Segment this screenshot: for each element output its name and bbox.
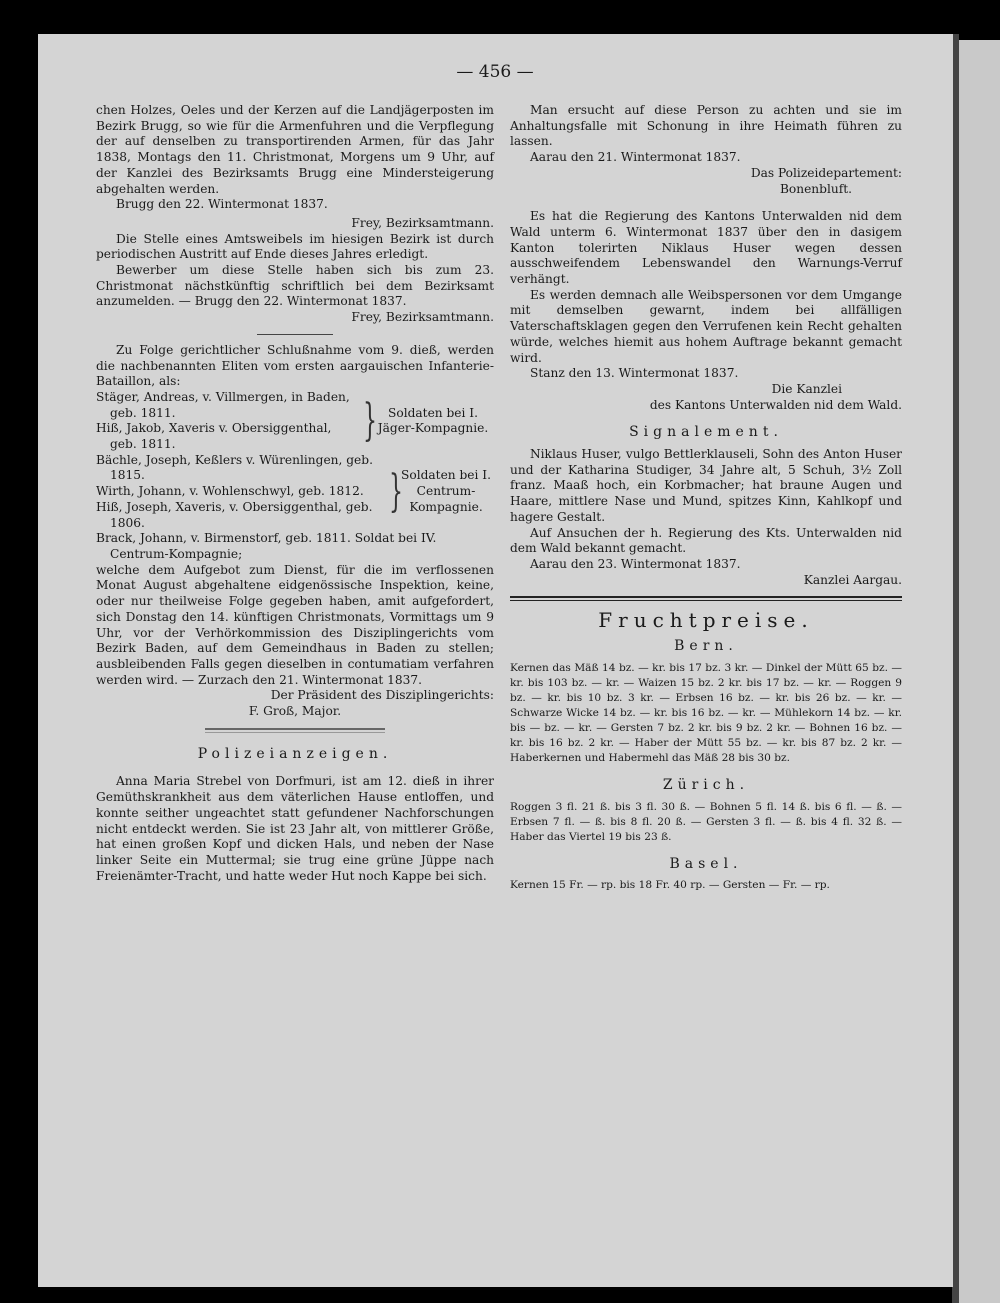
notice-brugg-text: chen Holzes, Oeles und der Kerzen auf die Landjägerposten im Bezirk Brugg, so wie für die Armenfuhren und die Verpflegung der auf denselben zu transportirenden Armen, für das Jahr 1838, Montags den 11. Christmonat, Morgens um 9 Uhr, auf der Kanzlei des Bezirksamts Brugg eine Mindersteigerung abgehalten werden.: [96, 103, 494, 196]
soldier-entry: Hiß, Jakob, Xaveris v. Obersiggenthal, geb. 1811.: [96, 421, 332, 452]
soldier-entry: Hiß, Joseph, Xaveris, v. Obersiggenthal, geb. 1806.: [96, 499, 373, 530]
court-signature-name: F. Groß, Major.: [248, 704, 342, 719]
chancery-name: des Kantons Unterwalden nid dem Wald.: [649, 397, 902, 412]
warning-notice: Es werden demnach alle Weibspersonen vor dem Umgange mit demselben gewarnt, indem bei allfälligen Vaterschaftsklagen gegen den Verrufenen kein Recht gehalten würde, welches hiemit aus hohem Auftrage bekannt gemacht wird.: [510, 287, 902, 365]
signalement-text: Niklaus Huser, vulgo Bettlerklauseli, Sohn des Anton Huser und der Katharina Studiger, 34 Jahre alt, 5 Schuh, 3½ Zoll franz. Maaß hoch, ein Korbmacher; hat braune Augen und Haare, mittlere Nase und Mund, spitzes Kinn, Kahlkopf und hagere Gestalt.: [510, 447, 902, 524]
warning-decree: Es hat die Regierung des Kantons Unterwalden nid dem Wald unterm 6. Wintermonat 1837 über den in dasigem Kanton tolerirten Niklaus Huser wegen dessen ausschweifendem Lebenswandel den Warnungs-Verruf verhängt.: [510, 209, 902, 287]
prices-heading: Fruchtpreise.: [598, 608, 814, 633]
police-heading: Polizeianzeigen.: [197, 745, 393, 762]
amtsweibel-text: Die Stelle eines Amtsweibels im hiesigen Bezirk ist durch periodischen Austritt auf Ende dieses Jahres erledigt.: [96, 231, 494, 262]
court-decision-intro: Zu Folge gerichtlicher Schlußnahme vom 9. dieß, werden die nachbenannten Eliten vom ersten aargauischen Infanterie-Bataillon, als:: [96, 342, 494, 389]
notice-brugg-signature: Frey, Bezirksamtmann.: [351, 215, 494, 230]
right-column: [510, 103, 902, 893]
warning-date: Stanz den 13. Wintermonat 1837.: [530, 366, 739, 381]
bern-prices: Kernen das Mäß 14 bz. — kr. bis 17 bz. 3 kr. — Dinkel der Mütt 65 bz. — kr. bis 103 bz. — kr. — Waizen 15 bz. 2 kr. bis 17 bz. — kr. — Roggen 9 bz. — kr. bis 10 bz. 3 kr. — Erbsen 16 bz. — kr. bis 26 bz. — kr. — Schwarze Wicke 14 bz. — kr. bis 16 bz. — kr. — Mühlekorn 14 bz. — kr. bis — bz. — kr. — Gersten 7 bz. 2 kr. bis 9 bz. 2 kr. — Bohnen 16 bz. — kr. bis 16 bz. 2 kr. — Haber der Mütt 55 bz. — kr. bis 87 bz. 2 kr. — Haberkernen und Habermehl das Mäß 28 bis 30 bz.: [510, 661, 902, 764]
amtsweibel-applicants: Bewerber um diese Stelle haben sich bis zum 23. Christmonat nächstkünftig schriftlich bei dem Bezirksamt anzumelden. — Brugg den 22. Wintermonat 1837.: [96, 263, 494, 309]
police-dept-title: Das Polizeidepartement:: [750, 165, 902, 180]
soldier-group-centrum: [96, 453, 494, 532]
zurich-prices: Roggen 3 fl. 21 ß. bis 3 fl. 30 ß. — Bohnen 5 fl. 14 ß. bis 6 fl. — ß. — Erbsen 7 fl. — ß. bis 8 fl. 20 ß. — Gersten 3 fl. — ß. bis 4 fl. 32 ß. — Haber das Viertel 19 bis 23 ß.: [510, 800, 902, 843]
left-column: [96, 103, 494, 884]
request-date: Aarau den 21. Wintermonat 1837.: [530, 150, 741, 165]
publication-date: Aarau den 23. Wintermonat 1837.: [530, 556, 741, 571]
divider: [257, 334, 333, 335]
soldier-group-jaeger: [96, 390, 494, 453]
section-divider: [510, 596, 902, 601]
page-number: — 456 —: [456, 62, 534, 82]
brace-icon: }: [389, 466, 403, 518]
publication-signature: Kanzlei Aargau.: [803, 572, 902, 587]
soldier-group-label: Soldaten bei I. Jäger-Kompagnie.: [377, 405, 489, 436]
amtsweibel-signature: Frey, Bezirksamtmann.: [351, 310, 494, 325]
police-dept-name: Bonenbluft.: [779, 181, 852, 196]
decorative-divider: [205, 728, 385, 733]
basel-heading: Basel.: [669, 855, 743, 872]
basel-prices: Kernen 15 Fr. — rp. bis 18 Fr. 40 rp. — Gersten — Fr. — rp.: [510, 879, 830, 892]
missing-person-notice: Anna Maria Strebel von Dorfmuri, ist am 12. dieß in ihrer Gemüthskrankheit aus dem väterlichen Hause entloffen, und konnte seither ungeachtet statt gefundener Nachforschungen nicht entdeckt werden. Sie ist 23 Jahr alt, von mittlerer Größe, hat einen großen Kopf und dicken Hals, und neben der Nase linker Seite ein Muttermal; sie trug eine grüne Jüppe nach Freienämter-Tracht, und hatte weder Hut noch Kappe bei sich.: [96, 774, 494, 883]
page-gutter: [952, 34, 959, 1303]
soldier-entry: Stäger, Andreas, v. Villmergen, in Baden, geb. 1811.: [96, 389, 350, 420]
zurich-heading: Zürich.: [662, 776, 750, 793]
soldier-entry-brack: Brack, Johann, v. Birmenstorf, geb. 1811. Soldat bei IV. Centrum-Kompagnie;: [96, 531, 437, 561]
notice-brugg-date: Brugg den 22. Wintermonat 1837.: [116, 197, 328, 212]
brace-icon: }: [363, 395, 377, 447]
soldier-entry: Bächle, Joseph, Keßlers v. Würenlingen, geb. 1815.: [96, 452, 373, 483]
soldier-group-label: Soldaten bei I. Centrum-Kompagnie.: [401, 468, 491, 514]
soldier-entry: Wirth, Johann, v. Wohlenschwyl, geb. 1812.: [96, 484, 364, 499]
chancery-title: Die Kanzlei: [771, 381, 842, 396]
publication-note: Auf Ansuchen der h. Regierung des Kts. Unterwalden nid dem Wald bekannt gemacht.: [510, 525, 902, 556]
court-signature-title: Der Präsident des Disziplingerichts:: [270, 688, 494, 703]
court-summons-text: welche dem Aufgebot zum Dienst, für die im verflossenen Monat August abgehaltene eidgenössische Inspektion, keine, oder nur theilweise Folge gegeben haben, amit aufgefordert, sich Donstag den 14. künftigen Christmonats, Vormittags um 9 Uhr, vor der Verhörkommission des Disziplingerichts vom Bezirk Baden, auf dem Gemeindhaus in Baden zu stellen; ausbleibenden Falls gegen dieselben in contumatiam verfahren werden wird. — Zurzach den 21. Wintermonat 1837.: [96, 562, 494, 687]
bern-heading: Bern.: [674, 638, 738, 655]
signalement-heading: Signalement.: [629, 424, 783, 441]
next-page-edge: [955, 40, 1000, 1303]
missing-person-request: Man ersucht auf diese Person zu achten und sie im Anhaltungsfalle mit Schonung in ihre Heimath führen zu lassen.: [510, 103, 902, 149]
